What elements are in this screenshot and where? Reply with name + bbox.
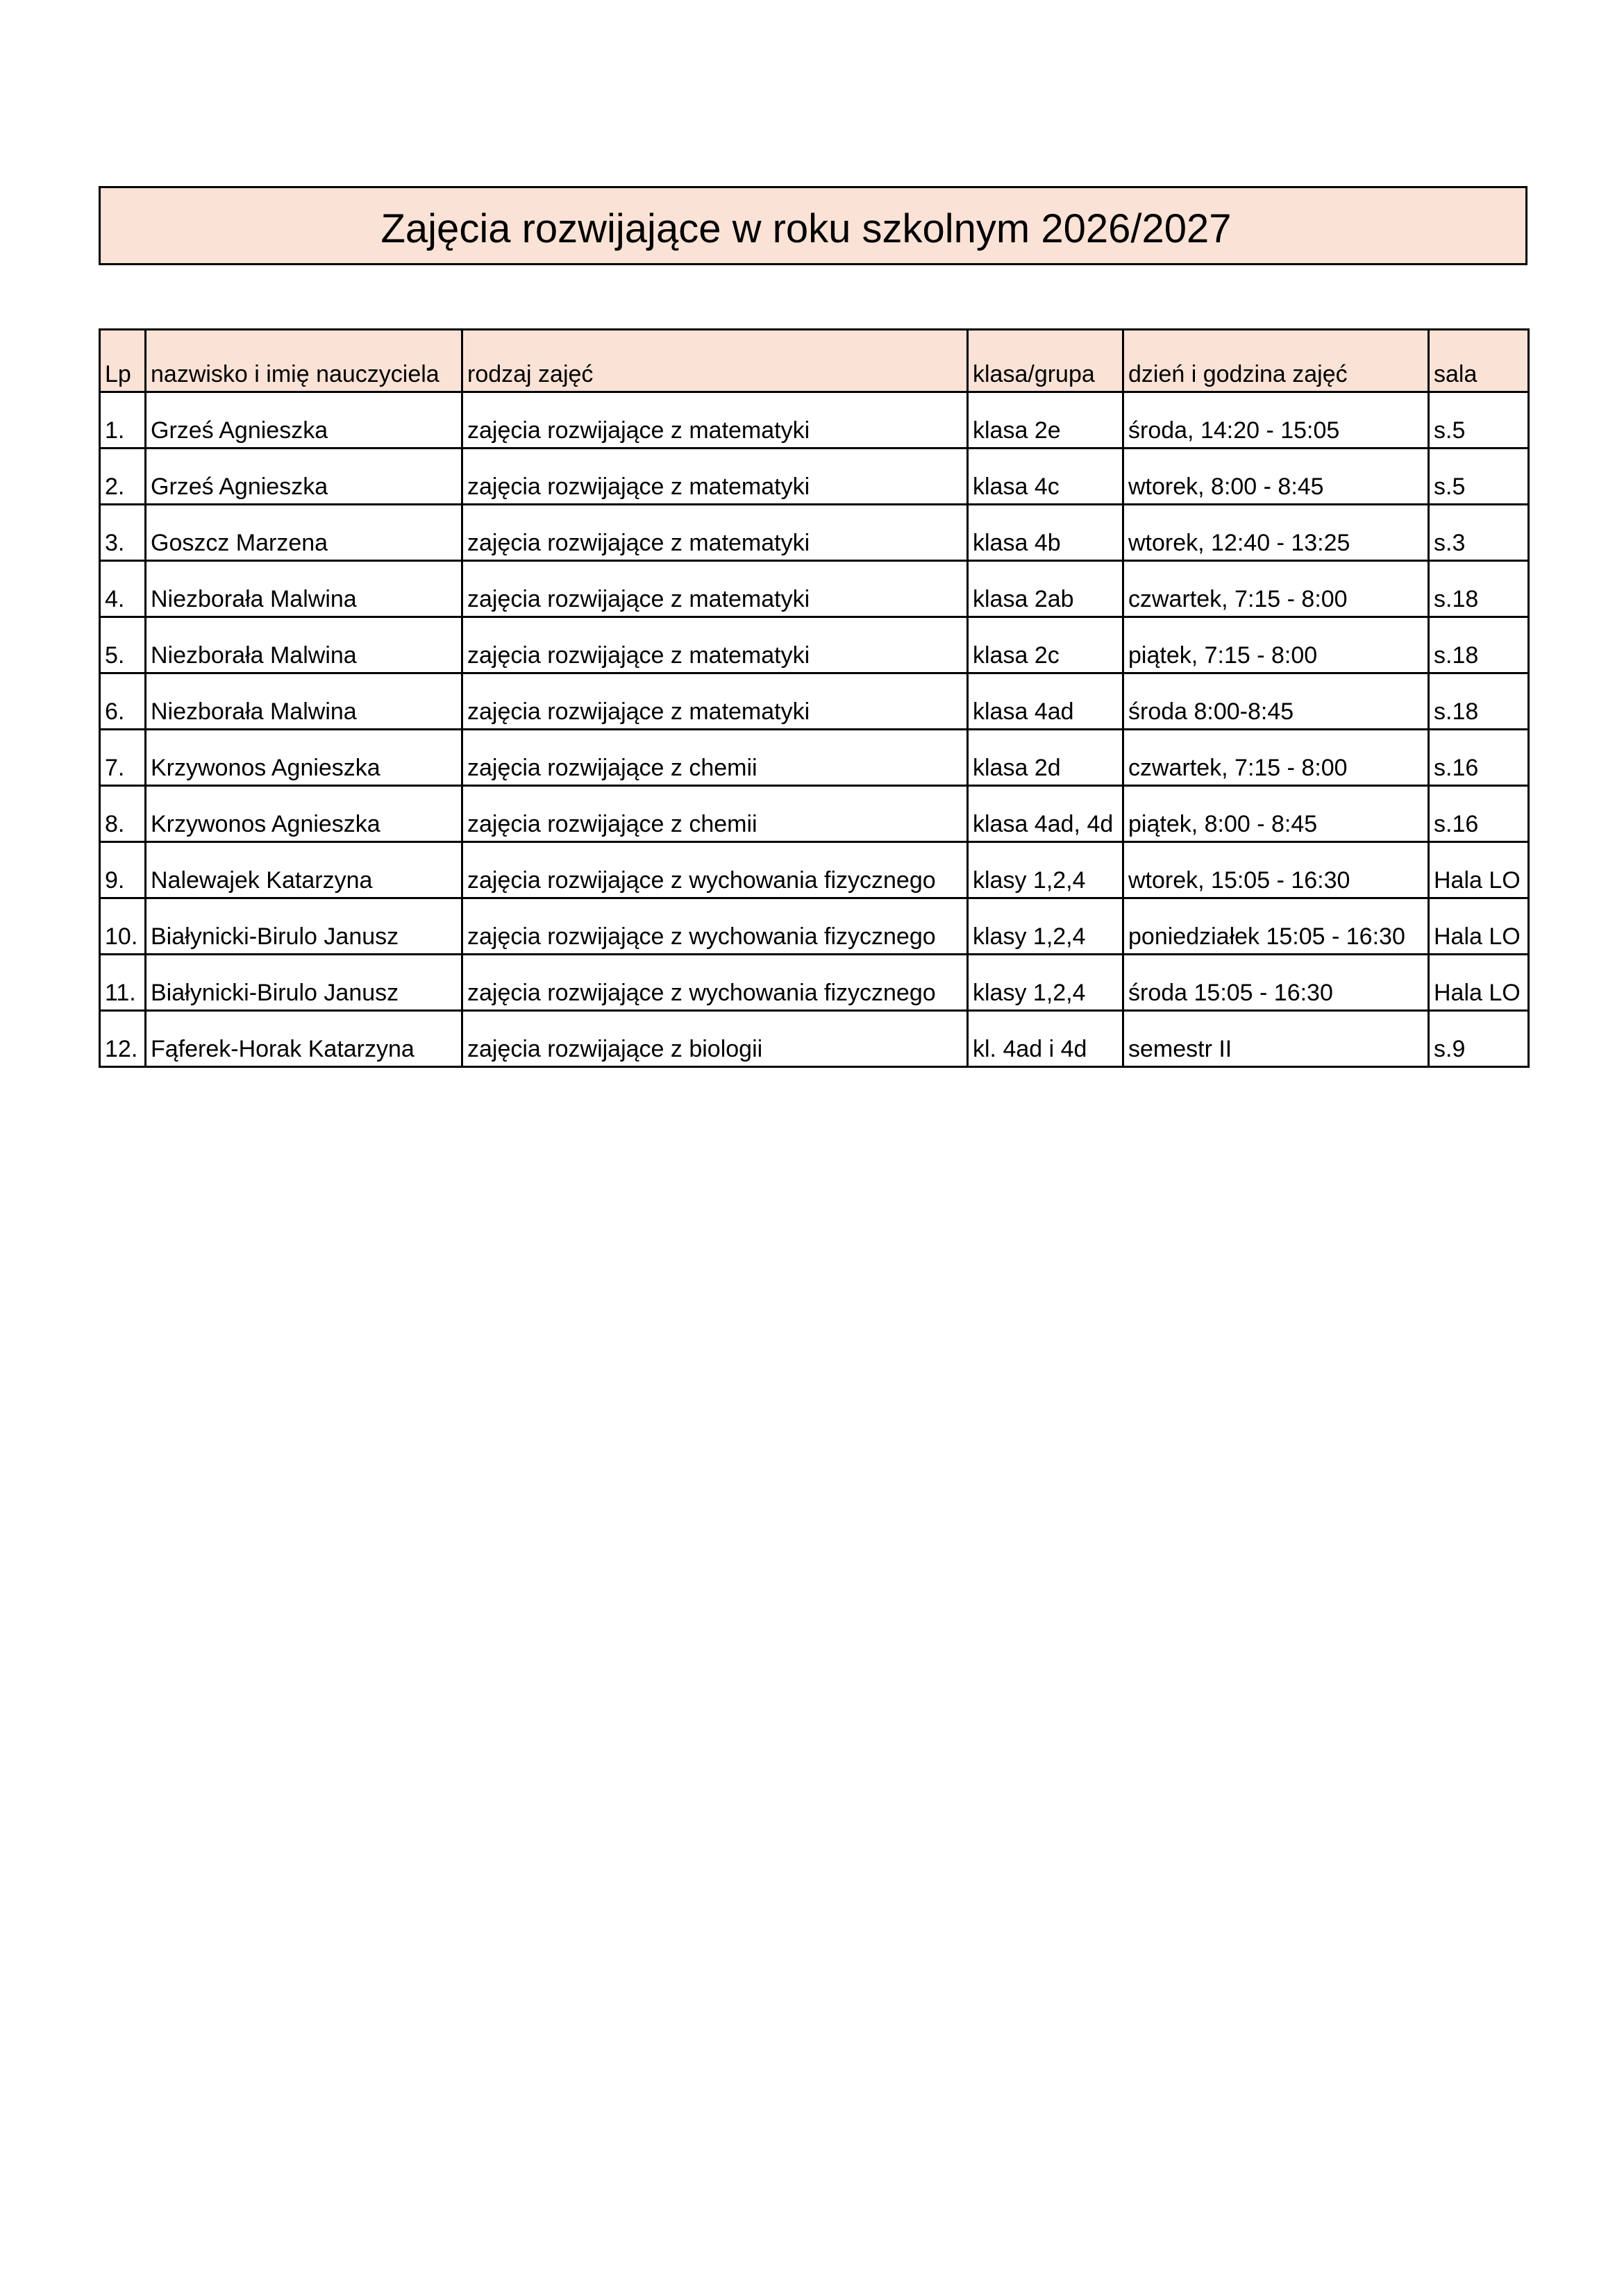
cell-class: kl. 4ad i 4d xyxy=(968,1011,1123,1067)
cell-type: zajęcia rozwijające z matematyki xyxy=(462,392,968,449)
cell-room: s.16 xyxy=(1429,730,1529,786)
cell-class: klasa 2d xyxy=(968,730,1123,786)
cell-lp: 3. xyxy=(100,505,146,561)
cell-lp: 11. xyxy=(100,955,146,1011)
cell-class: klasy 1,2,4 xyxy=(968,842,1123,898)
header-time: dzień i godzina zajęć xyxy=(1123,330,1429,392)
cell-room: s.16 xyxy=(1429,786,1529,842)
cell-teacher: Krzywonos Agnieszka xyxy=(146,730,462,786)
header-class: klasa/grupa xyxy=(968,330,1123,392)
cell-time: środa, 14:20 - 15:05 xyxy=(1123,392,1429,449)
table-row xyxy=(100,786,1529,842)
cell-lp: 6. xyxy=(100,673,146,730)
cell-type: zajęcia rozwijające z matematyki xyxy=(462,673,968,730)
cell-room: Hala LO xyxy=(1429,842,1529,898)
table-row xyxy=(100,617,1529,673)
title-banner xyxy=(99,186,1527,265)
cell-type: zajęcia rozwijające z chemii xyxy=(462,730,968,786)
table-row xyxy=(100,392,1529,449)
cell-class: klasa 4ad xyxy=(968,673,1123,730)
cell-time: wtorek, 12:40 - 13:25 xyxy=(1123,505,1429,561)
cell-class: klasa 2c xyxy=(968,617,1123,673)
cell-teacher: Białynicki-Birulo Janusz xyxy=(146,898,462,955)
cell-room: Hala LO xyxy=(1429,898,1529,955)
cell-lp: 1. xyxy=(100,392,146,449)
header-room: sala xyxy=(1429,330,1529,392)
cell-teacher: Niezborała Malwina xyxy=(146,617,462,673)
cell-time: wtorek, 15:05 - 16:30 xyxy=(1123,842,1429,898)
table-row xyxy=(100,673,1529,730)
cell-class: klasy 1,2,4 xyxy=(968,898,1123,955)
cell-teacher: Białynicki-Birulo Janusz xyxy=(146,955,462,1011)
cell-type: zajęcia rozwijające z biologii xyxy=(462,1011,968,1067)
table-row xyxy=(100,1011,1529,1067)
table-row xyxy=(100,730,1529,786)
cell-type: zajęcia rozwijające z wychowania fizycznego xyxy=(462,898,968,955)
cell-time: środa 8:00-8:45 xyxy=(1123,673,1429,730)
cell-lp: 12. xyxy=(100,1011,146,1067)
cell-room: s.5 xyxy=(1429,392,1529,449)
cell-lp: 5. xyxy=(100,617,146,673)
cell-type: zajęcia rozwijające z chemii xyxy=(462,786,968,842)
cell-room: s.5 xyxy=(1429,449,1529,505)
cell-room: s.18 xyxy=(1429,673,1529,730)
table-row xyxy=(100,955,1529,1011)
cell-lp: 8. xyxy=(100,786,146,842)
cell-teacher: Niezborała Malwina xyxy=(146,561,462,617)
table-body xyxy=(100,392,1529,1067)
cell-class: klasa 4c xyxy=(968,449,1123,505)
cell-type: zajęcia rozwijające z wychowania fizycznego xyxy=(462,955,968,1011)
cell-room: s.18 xyxy=(1429,617,1529,673)
cell-time: semestr II xyxy=(1123,1011,1429,1067)
cell-time: czwartek, 7:15 - 8:00 xyxy=(1123,730,1429,786)
cell-type: zajęcia rozwijające z wychowania fizycznego xyxy=(462,842,968,898)
cell-teacher: Grześ Agnieszka xyxy=(146,449,462,505)
cell-time: piątek, 7:15 - 8:00 xyxy=(1123,617,1429,673)
cell-class: klasa 4b xyxy=(968,505,1123,561)
cell-time: poniedziałek 15:05 - 16:30 xyxy=(1123,898,1429,955)
page-title: Zajęcia rozwijające w roku szkolnym 2026/2027 xyxy=(380,206,1232,251)
cell-type: zajęcia rozwijające z matematyki xyxy=(462,617,968,673)
schedule-table xyxy=(99,328,1530,1068)
cell-room: Hala LO xyxy=(1429,955,1529,1011)
cell-teacher: Grześ Agnieszka xyxy=(146,392,462,449)
cell-room: s.18 xyxy=(1429,561,1529,617)
cell-lp: 2. xyxy=(100,449,146,505)
cell-teacher: Goszcz Marzena xyxy=(146,505,462,561)
cell-lp: 4. xyxy=(100,561,146,617)
table-row xyxy=(100,449,1529,505)
table-row xyxy=(100,505,1529,561)
cell-teacher: Krzywonos Agnieszka xyxy=(146,786,462,842)
cell-lp: 7. xyxy=(100,730,146,786)
cell-type: zajęcia rozwijające z matematyki xyxy=(462,505,968,561)
cell-class: klasa 2e xyxy=(968,392,1123,449)
cell-time: środa 15:05 - 16:30 xyxy=(1123,955,1429,1011)
cell-time: piątek, 8:00 - 8:45 xyxy=(1123,786,1429,842)
cell-class: klasy 1,2,4 xyxy=(968,955,1123,1011)
table-row xyxy=(100,898,1529,955)
cell-teacher: Niezborała Malwina xyxy=(146,673,462,730)
cell-class: klasa 2ab xyxy=(968,561,1123,617)
cell-lp: 10. xyxy=(100,898,146,955)
cell-room: s.3 xyxy=(1429,505,1529,561)
cell-room: s.9 xyxy=(1429,1011,1529,1067)
cell-type: zajęcia rozwijające z matematyki xyxy=(462,561,968,617)
cell-lp: 9. xyxy=(100,842,146,898)
cell-teacher: Nalewajek Katarzyna xyxy=(146,842,462,898)
table-row xyxy=(100,561,1529,617)
cell-class: klasa 4ad, 4d xyxy=(968,786,1123,842)
table-header-row xyxy=(100,330,1529,392)
header-lp: Lp xyxy=(100,330,146,392)
table-row xyxy=(100,842,1529,898)
cell-time: czwartek, 7:15 - 8:00 xyxy=(1123,561,1429,617)
cell-time: wtorek, 8:00 - 8:45 xyxy=(1123,449,1429,505)
cell-type: zajęcia rozwijające z matematyki xyxy=(462,449,968,505)
cell-teacher: Fąferek-Horak Katarzyna xyxy=(146,1011,462,1067)
header-type: rodzaj zajęć xyxy=(462,330,968,392)
header-teacher: nazwisko i imię nauczyciela xyxy=(146,330,462,392)
